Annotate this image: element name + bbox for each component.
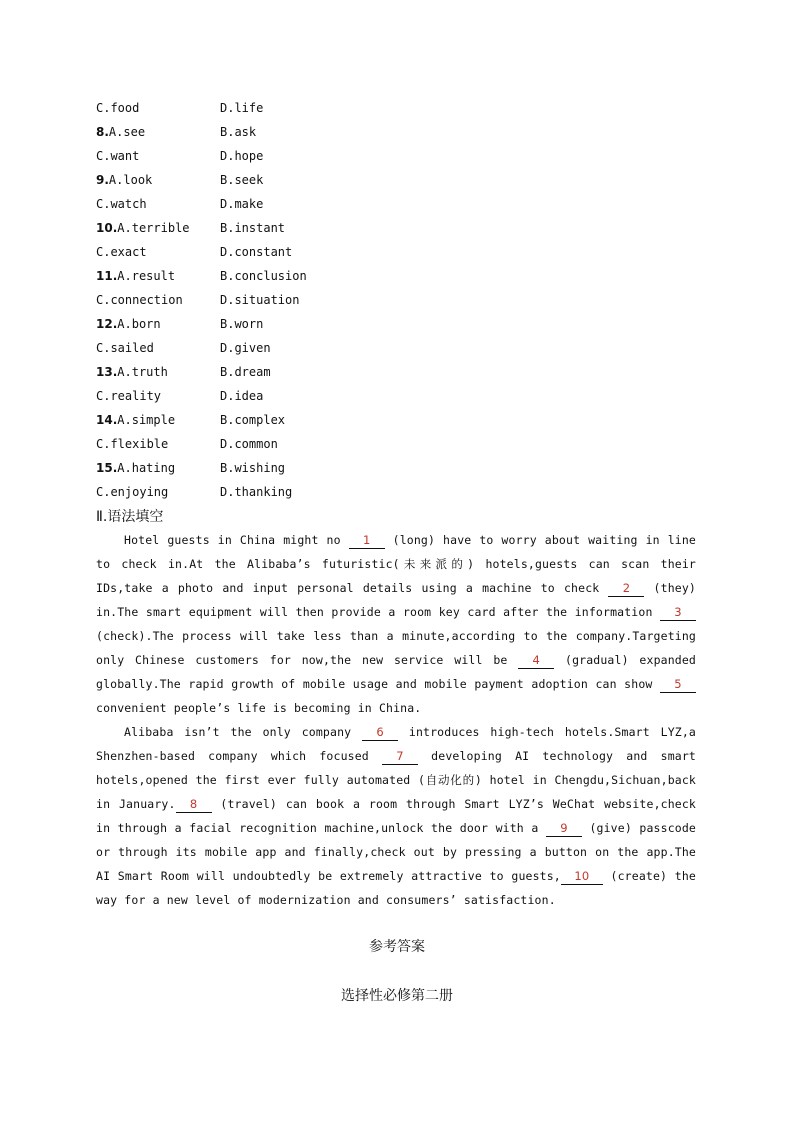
option-choice-left xyxy=(96,170,152,190)
passage-paragraph-2 xyxy=(96,720,696,912)
option-choice-left xyxy=(96,410,175,430)
option-text: C.sailed xyxy=(96,341,154,355)
answer-blank-3[interactable]: 3 xyxy=(660,604,696,621)
option-choice-right: D.make xyxy=(220,197,264,211)
question-number: 10. xyxy=(96,221,118,235)
option-choice-right: B.instant xyxy=(220,221,286,235)
option-text: A.look xyxy=(108,173,153,187)
option-text: A.simple xyxy=(117,413,176,427)
passage-text: (gradual) expanded globally.The rapid growth of mobile usage and mobile payment adoption can show xyxy=(96,653,697,691)
option-choice-right: B.dream xyxy=(220,365,271,379)
passage-text: introduces high-tech hotels.Smart LYZ,a Shenzhen-based company which focused xyxy=(96,725,696,763)
option-choice-left xyxy=(96,458,175,478)
option-choice-left xyxy=(96,386,161,406)
option-choice-right: D.idea xyxy=(220,389,264,403)
option-text: A.hating xyxy=(117,461,176,475)
option-text: A.truth xyxy=(117,365,168,379)
option-choice-right: B.complex xyxy=(220,413,286,427)
option-choice-right: D.situation xyxy=(220,293,300,307)
answer-blank-7[interactable]: 7 xyxy=(382,748,418,765)
option-choice-left xyxy=(96,194,147,214)
option-text: C.want xyxy=(96,149,140,163)
question-number: 15. xyxy=(96,461,118,475)
passage-text: Alibaba isn’t the only company xyxy=(124,725,363,739)
passage-text: (long) have to worry about waiting in line to check in.At the Alibaba’s futuristic(未来派的) hotels,guests can scan their IDs,take a photo and input personal details using a machine to check xyxy=(96,533,697,595)
option-choice-right: B.seek xyxy=(220,173,264,187)
section-title: Ⅱ.语法填空 xyxy=(96,509,164,525)
option-choice-right: B.ask xyxy=(220,125,257,139)
option-choice-left xyxy=(96,98,139,118)
option-text: A.result xyxy=(117,269,176,283)
option-choice-right: D.common xyxy=(220,437,278,451)
option-choice-right: D.hope xyxy=(220,149,264,163)
option-text: C.enjoying xyxy=(96,485,169,499)
option-text: C.reality xyxy=(96,389,162,403)
option-choice-right: B.worn xyxy=(220,317,264,331)
option-choice-left xyxy=(96,218,190,238)
passage-text: (they) in.The smart equipment will then provide a room key card after the information xyxy=(96,581,696,619)
option-choice-right: D.constant xyxy=(220,245,293,259)
answer-blank-4[interactable]: 4 xyxy=(518,652,554,669)
option-text: A.born xyxy=(117,317,161,331)
answer-blank-1[interactable]: 1 xyxy=(349,532,385,549)
passage-text: developing AI technology and smart hotels,opened the first ever fully automated (自动化的) hotel in Chengdu,Sichuan,back in January. xyxy=(96,749,696,811)
option-choice-left xyxy=(96,338,154,358)
option-choice-left xyxy=(96,482,168,502)
option-choice-right: D.thanking xyxy=(220,485,293,499)
question-number: 12. xyxy=(96,317,118,331)
passage-text: (travel) can book a room through Smart LYZ’s WeChat website,check in through a facial recognition machine,unlock the door with a xyxy=(96,797,697,835)
answer-blank-9[interactable]: 9 xyxy=(546,820,582,837)
passage-text: (check).The process will take less than a minute,according to the company.Targeting only Chinese customers for now,the new service will be xyxy=(96,629,696,667)
option-choice-left xyxy=(96,314,161,334)
question-number: 11. xyxy=(96,269,118,283)
option-choice-left xyxy=(96,242,147,262)
book-title: 选择性必修第二册 xyxy=(341,988,453,1004)
option-choice-left xyxy=(96,266,175,286)
question-number: 14. xyxy=(96,413,118,427)
answer-blank-6[interactable]: 6 xyxy=(362,724,398,741)
option-choice-left xyxy=(96,434,168,454)
answer-blank-5[interactable]: 5 xyxy=(660,676,696,693)
option-text: C.watch xyxy=(96,197,147,211)
option-text: A.terrible xyxy=(117,221,190,235)
question-number: 13. xyxy=(96,365,118,379)
option-choice-left xyxy=(96,146,139,166)
question-number: 9. xyxy=(96,173,109,187)
option-choice-left xyxy=(96,290,183,310)
passage-text: Hotel guests in China might no xyxy=(124,533,349,547)
option-choice-right: D.life xyxy=(220,101,264,115)
option-text: A.see xyxy=(108,125,146,139)
option-choice-left xyxy=(96,362,168,382)
option-choice-right: B.conclusion xyxy=(220,269,307,283)
answer-blank-8[interactable]: 8 xyxy=(176,796,212,813)
passage-text: (create) the way for a new level of modernization and consumers’ satisfaction. xyxy=(96,869,696,907)
option-text: C.connection xyxy=(96,293,183,307)
option-text: C.exact xyxy=(96,245,147,259)
question-number: 8. xyxy=(96,125,109,139)
option-text: C.food xyxy=(96,101,140,115)
passage-text: (give) passcode or through its mobile app and finally,check out by pressing a button on the app.The AI Smart Room will undoubtedly be extremely attractive to guests, xyxy=(96,821,696,883)
answer-blank-2[interactable]: 2 xyxy=(608,580,644,597)
option-choice-left xyxy=(96,122,145,142)
option-choice-right: B.wishing xyxy=(220,461,286,475)
passage-paragraph-1 xyxy=(96,528,696,720)
option-text: C.flexible xyxy=(96,437,169,451)
answer-blank-10[interactable]: 10 xyxy=(561,868,603,885)
option-choice-right: D.given xyxy=(220,341,271,355)
passage-text: convenient people’s life is becoming in China. xyxy=(96,701,422,715)
answer-heading: 参考答案 xyxy=(369,939,425,955)
